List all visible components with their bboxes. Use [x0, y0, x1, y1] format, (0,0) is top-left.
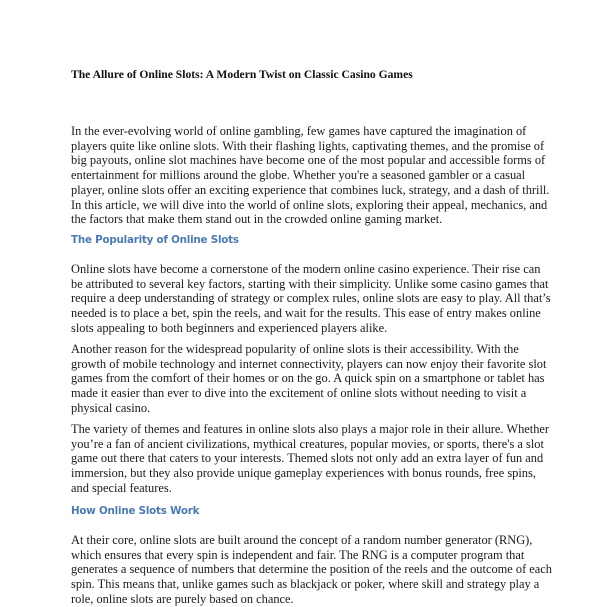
text-line: players quite like online slots. With their flashing lights, captivating themes, and the promise of	[71, 138, 545, 153]
text-line: Online slots have become a cornerstone of the modern online casino experience. Their rise can	[71, 262, 541, 276]
text-line: entertainment for millions around the globe. Whether you're a seasoned gambler or a casual	[71, 168, 526, 183]
text-line: slots appealing to both beginners and experienced players alike.	[71, 320, 388, 335]
section-heading-popularity: The Popularity of Online Slots	[71, 234, 239, 246]
text-line: In this article, we will dive into the world of online slots, exploring their appeal, mechanics, and	[71, 197, 548, 212]
text-line: immersion, but they also provide unique gameplay experiences with bonus rounds, free spins,	[71, 466, 536, 481]
text-line: In the ever-evolving world of online gambling, few games have captured the imagination of	[71, 124, 527, 138]
text-line: At their core, online slots are built around the concept of a random number generator (RNG),	[71, 533, 533, 547]
text-line: needed is to place a bet, spin the reels, and wait for the results. This ease of entry makes online	[71, 306, 541, 321]
text-line: game out there that caters to your interests. Themed slots not only add an extra layer of fun and	[71, 451, 544, 466]
document-title: The Allure of Online Slots: A Modern Twist on Classic Casino Games	[71, 68, 413, 81]
text-line: Another reason for the widespread popularity of online slots is their accessibility. With the	[71, 342, 519, 356]
section-heading-how-slots-work: How Online Slots Work	[71, 505, 200, 517]
text-line: player, online slots offer an exciting experience that combines luck, strategy, and a dash of thrill.	[71, 182, 550, 197]
text-line: generates a sequence of numbers that determine the position of the reels and the outcome of each	[71, 562, 552, 577]
text-line: which ensures that every spin is independent and fair. The RNG is a computer program that	[71, 547, 525, 562]
popularity-paragraph-2	[71, 342, 547, 416]
text-line: you’re a fan of ancient civilizations, mythical creatures, popular movies, or sports, there's a slot	[71, 436, 544, 451]
text-line: growth of mobile technology and internet connectivity, players can now enjoy their favorite slot	[71, 356, 547, 371]
text-line: made it easier than ever to dive into the excitement of online slots without needing to visit a	[71, 386, 527, 401]
popularity-paragraph-1	[71, 262, 551, 336]
text-line: spin. This means that, unlike games such as blackjack or poker, where skill and strategy play a	[71, 577, 540, 592]
text-line: require a deep understanding of strategy or complex rules, online slots are easy to play. All that’s	[71, 291, 551, 306]
text-line: and special features.	[71, 480, 172, 495]
popularity-paragraph-3	[71, 422, 550, 496]
how-slots-work-paragraph	[71, 533, 552, 607]
intro-paragraph	[71, 124, 550, 227]
text-line: be attributed to several key factors, starting with their simplicity. Unlike some casino games that	[71, 276, 549, 291]
text-line: big payouts, online slot machines have become one of the most popular and accessible forms of	[71, 153, 546, 168]
text-line: The variety of themes and features in online slots also plays a major role in their allure. Whether	[71, 422, 550, 436]
text-line: the factors that make them stand out in the crowded online gaming market.	[71, 212, 443, 227]
text-line: role, online slots are purely based on chance.	[71, 591, 294, 606]
text-line: games from the comfort of their homes or on the go. A quick spin on a smartphone or tablet has	[71, 371, 545, 386]
text-line: physical casino.	[71, 400, 151, 415]
